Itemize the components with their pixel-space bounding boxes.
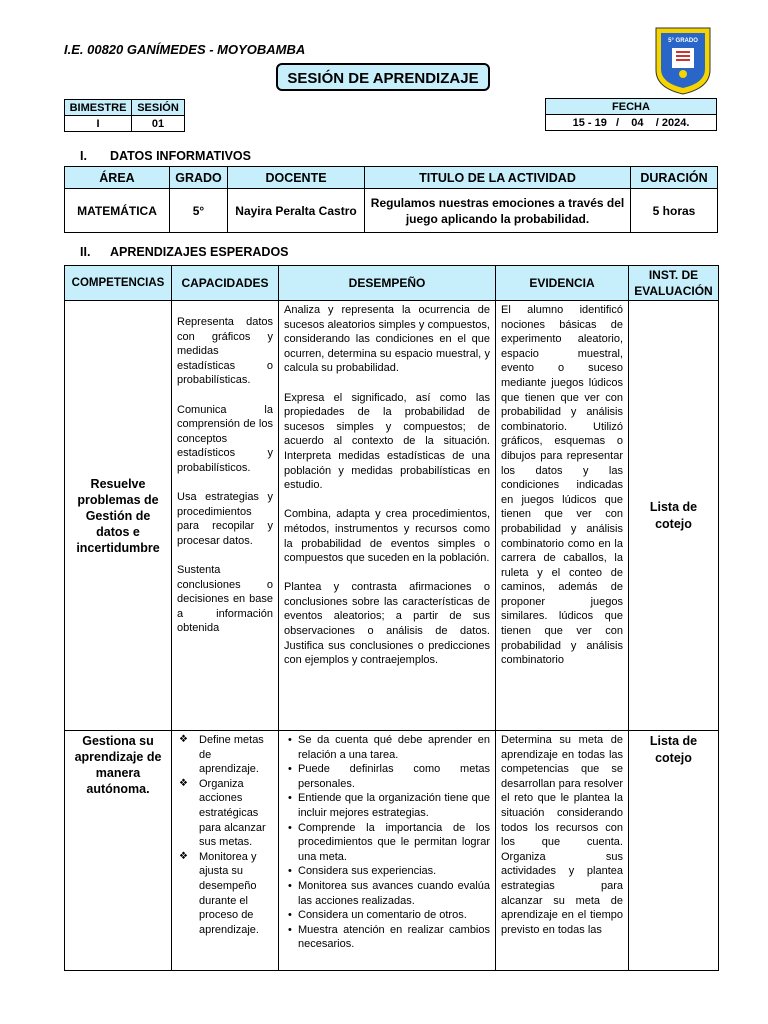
capacidad-item: Sustenta conclusiones o decisiones en base a información obtenida: [177, 564, 273, 635]
fecha-value: 15 - 19 / 04 / 2024.: [546, 115, 717, 131]
fecha-label: FECHA: [546, 99, 717, 115]
section-2-heading: [80, 245, 289, 259]
competencia-2: Gestiona su aprendizaje de manera autónoma.: [65, 731, 172, 971]
desempeno-1: [279, 301, 496, 731]
area-value: MATEMÁTICA: [65, 189, 170, 233]
competencia-1: Resuelve problemas de Gestión de datos e incertidumbre: [65, 301, 172, 731]
duracion-value: 5 horas: [631, 189, 718, 233]
desempeno-item: • Considera un comentario de otros.: [298, 908, 490, 923]
bimestre-label: BIMESTRE: [65, 100, 132, 116]
logo-text: 5° GRADO: [668, 38, 698, 44]
col-duracion: DURACIÓN: [631, 167, 718, 189]
desempeno-2: [279, 731, 496, 971]
col-titulo: TITULO DE LA ACTIVIDAD: [365, 167, 631, 189]
desempeno-item: • Monitorea sus avances cuando evalúa las acciones realizadas.: [298, 879, 490, 908]
school-name: I.E. 00820 GANÍMEDES - MOYOBAMBA: [64, 42, 306, 57]
desempeno-item: Expresa el significado, así como las propiedades de la probabilidad de sucesos simples y compuestos; de acuerdo al contexto de la situación. Interpreta medidas estadísticas de una población y medidas probabilísticas en estudio.: [284, 391, 490, 492]
school-logo: [652, 26, 714, 96]
col-evidencia: EVIDENCIA: [496, 266, 629, 301]
desempeno-item: Combina, adapta y crea procedimientos, métodos, instrumentos y recursos como la probabilidad de eventos simples o compuestos que suceden en la población.: [284, 508, 490, 565]
section-2-title: APRENDIZAJES ESPERADOS: [110, 245, 289, 259]
titulo-value: Regulamos nuestras emociones a través del juego aplicando la probabilidad.: [365, 189, 631, 233]
capacidad-item: Comunica la comprensión de los conceptos estadísticos y probabilísticos.: [177, 403, 273, 474]
capacidad-item: Representa datos con gráficos y medidas estadísticas o probabilísticas.: [177, 316, 273, 387]
section-1-heading: [80, 149, 251, 163]
col-competencias: COMPETENCIAS: [65, 266, 172, 301]
col-instrumento: INST. DE EVALUACIÓN: [629, 266, 719, 301]
instrumento-1: Lista de cotejo: [629, 301, 719, 731]
capacidad-item: ❖ Organiza acciones estratégicas para alcanzar sus metas.: [199, 777, 273, 850]
section-2-number: II.: [80, 245, 91, 259]
capacidad-item: Usa estrategias y procedimientos para recopilar y procesar datos.: [177, 491, 273, 547]
sesion-label: SESIÓN: [132, 100, 185, 116]
capacidad-item: ❖ Define metas de aprendizaje.: [199, 733, 273, 777]
col-docente: DOCENTE: [228, 167, 365, 189]
grado-value: 5°: [170, 189, 228, 233]
col-capacidades: CAPACIDADES: [172, 266, 279, 301]
section-1-title: DATOS INFORMATIVOS: [110, 149, 251, 163]
col-desempeno: DESEMPEÑO: [279, 266, 496, 301]
page-title: SESIÓN DE APRENDIZAJE: [276, 63, 490, 91]
docente-value: Nayira Peralta Castro: [228, 189, 365, 233]
desempeno-item: • Muestra atención en realizar cambios necesarios.: [298, 923, 490, 952]
col-area: ÁREA: [65, 167, 170, 189]
desempeno-item: Plantea y contrasta afirmaciones o conclusiones sobre las características de eventos aleatorios; a partir de sus observaciones o análisis de datos. Justifica sus conclusiones o predicciones con ejemplos y contraejemplos.: [284, 581, 490, 667]
section-1-number: I.: [80, 149, 87, 163]
desempeno-item: • Entiende que la organización tiene que incluir mejores estrategias.: [298, 791, 490, 820]
capacidades-2: [172, 731, 279, 971]
desempeno-item: • Puede definirlas como metas personales.: [298, 762, 490, 791]
col-grado: GRADO: [170, 167, 228, 189]
capacidades-1: [172, 301, 279, 731]
sesion-value: 01: [132, 116, 185, 132]
desempeno-item: • Se da cuenta qué debe aprender en relación a una tarea.: [298, 733, 490, 762]
bimestre-value: I: [65, 116, 132, 132]
instrumento-2: Lista de cotejo: [629, 731, 719, 971]
evidencia-1: El alumno identificó nociones básicas de experimento aleatorio, espacio muestral, evento o suceso mediante juegos lúdicos que tienen que ver con probabilidad y análisis combinatorio. Utilizó gráficos, esquemas o dibujos para representar los datos y las condiciones indicadas en juegos lúdicos que tienen que ver con probabilidad y análisis combinatorio como en la carrera de caballos, la ruleta y el conteo de caminos, además de proponer juegos similares. lúdicos que tienen que ver con probabilidad y análisis combinatorio: [496, 301, 629, 731]
capacidad-item: ❖ Monitorea y ajusta su desempeño durante el proceso de aprendizaje.: [199, 850, 273, 938]
evidencia-2: Determina su meta de aprendizaje en todas las competencias que se desarrollan para resolver el reto que le plantea la situación considerando todos los recursos con los que cuenta. Organiza sus actividades y plantea estrategias para alcanzar su meta de aprendizaje en el tiempo previsto en todas las: [496, 731, 629, 971]
desempeno-item: • Considera sus experiencias.: [298, 864, 490, 879]
desempeno-item: Analiza y representa la ocurrencia de sucesos aleatorios simples y compuestos, considerando las condiciones en el que ocurren, determina su espacio muestral, y calcula su probabilidad.: [284, 304, 490, 375]
desempeno-item: • Comprende la importancia de los procedimientos que le permitan lograr una meta.: [298, 821, 490, 865]
